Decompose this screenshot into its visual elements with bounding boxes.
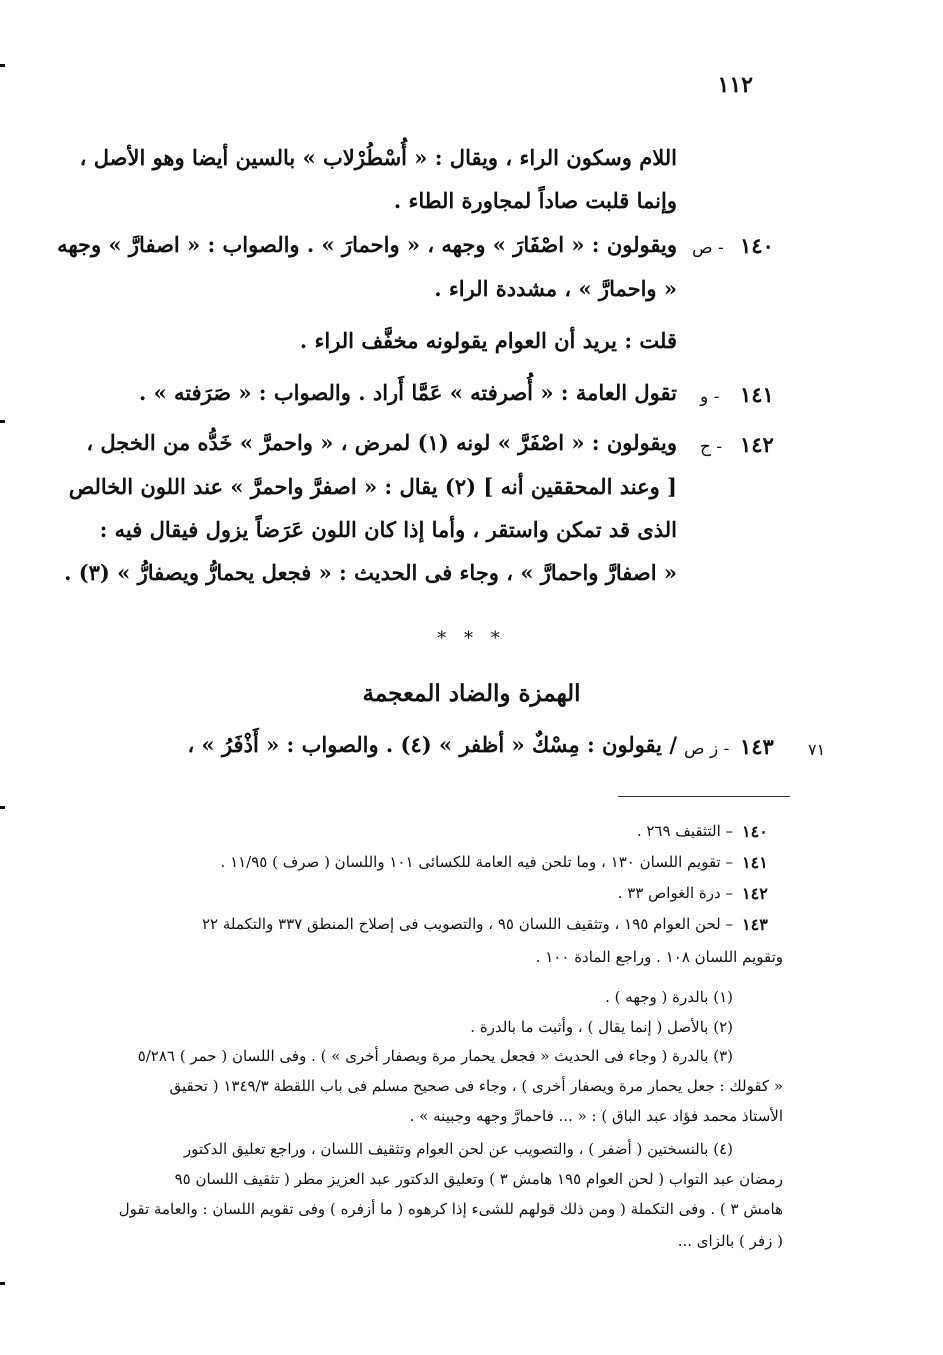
page-number: ١١٢ <box>717 72 753 98</box>
entry-number: ١٤٠ <box>740 233 774 258</box>
footnote-line: « كقولك : جعل يحمار مرة ويصفار أخرى ) ، وجاء فى صحيح مسلم فى باب اللقطة ١٣٤٩/٣ ( تحقيق <box>169 1077 783 1095</box>
footnote-line: وتقويم اللسان ١٠٨ . وراجع المادة ١٠٠ . <box>535 948 783 966</box>
scan-edge-mark <box>0 64 5 67</box>
footnote-line: (٤) بالنسختين ( أضفر ) ، والتصويب عن لحن العوام وتثقيف اللسان ، وراجع تعليق الدكتور <box>183 1140 733 1158</box>
footnote-line: – درة الغواص ٣٣ . <box>617 884 733 902</box>
entry-comment: قلت : يريد أن العوام يقولونه مخفَّف الراء . <box>299 328 677 353</box>
entry-number: ١٤١ <box>740 382 774 407</box>
footnote-number: ١٤٣ <box>742 915 768 934</box>
entry-text-line: / يقولون : مِسْكٌ « أظفر » (٤) . والصواب : « أَذْفَرُ » ، <box>187 732 677 757</box>
footnote-line: – لحن العوام ١٩٥ ، وتثقيف اللسان ٩٥ ، والتصويب فى إصلاح المنطق ٣٣٧ والتكملة ٢٢ <box>201 915 733 933</box>
footnote-line: (٢) بالأصل ( إنما يقال ) ، وأثبت ما بالدرة . <box>470 1018 733 1036</box>
section-heading: الهمزة والضاد المعجمة <box>362 680 581 707</box>
scan-edge-mark <box>0 1282 5 1285</box>
footnote-number: ١٤٠ <box>742 822 768 841</box>
entry-source: - ز ص <box>684 739 730 759</box>
footnote-line: هامش ٣ ) . وفى التكملة ( ومن ذلك قولهم للشىء إذا كرهوه ( ما أزفره ) وفى تقويم اللسان : والعامة تقول <box>118 1200 783 1218</box>
entry-text-line: ويقولون : « اصْفَرَّ » لونه (١) لمرض ، « واحمرَّ » خَدُّه من الخجل ، <box>86 430 677 455</box>
entry-source: - ص <box>692 238 724 258</box>
footnote-number: ١٤٢ <box>742 884 768 903</box>
footnote-line: الأستاذ محمد فؤاد عبد الباق ) : « ... فاحمارَّ وجهه وجبينه » . <box>409 1107 783 1125</box>
body-line: اللام وسكون الراء ، ويقال : « أُسْطُرْلاب » بالسين أيضا وهو الأصل ، <box>79 145 677 170</box>
margin-reference: ٧١ <box>808 740 826 759</box>
entry-source: - ح <box>700 437 723 457</box>
footnote-line: (١) بالدرة ( وجهه ) . <box>605 988 733 1006</box>
footnote-line: رمضان عبد التواب ( لحن العوام ١٩٥ هامش ٣ ) وتعليق الدكتور عبد العزيز مطر ( تثقيف اللسان ٩٥ <box>174 1170 783 1188</box>
entry-text-line: [ وعند المحققين أنه ] (٢) يقال : « اصفرَّ واحمرَّ » عند اللون الخالص <box>68 474 677 499</box>
body-line: وإنما قلبت صاداً لمجاورة الطاء . <box>393 188 677 213</box>
footnote-number: ١٤١ <box>742 853 768 872</box>
entry-text-line: « اصفارَّ واحمارَّ » ، وجاء فى الحديث : « فجعل يحمارُّ ويصفارُّ » (٣) . <box>64 560 677 585</box>
footnote-rule <box>618 796 790 797</box>
footnote-line: (٣) بالدرة ( وجاء فى الحديث « فجعل يحمار مرة ويصفار أخرى » ) . وفى اللسان ( حمر ) ٥/٢٨٦ <box>137 1047 733 1065</box>
footnote-line: – التثقيف ٢٦٩ . <box>636 822 733 840</box>
entry-source: - و <box>700 387 720 407</box>
entry-text-line: ويقولون : « اصْفَارَ » وجهه ، « واحمارَ » . والصواب : « اصفارَّ » وجهه <box>57 232 677 257</box>
scan-edge-mark <box>0 806 5 809</box>
entry-text-line: تقول العامة : « أُصرفته » عَمَّا أَراد . والصواب : « صَرَفته » . <box>138 380 677 405</box>
section-separator: * * * <box>437 628 506 649</box>
scan-edge-mark <box>0 420 5 423</box>
entry-number: ١٤٢ <box>740 432 774 457</box>
footnote-line: ( زفر ) بالزاى ... <box>677 1232 783 1250</box>
entry-number: ١٤٣ <box>740 734 774 759</box>
entry-text-line: الذى قد تمكن واستقر ، وأما إذا كان اللون عَرَضاً يزول فيقال فيه : <box>99 517 677 542</box>
footnote-line: – تقويم اللسان ١٣٠ ، وما تلحن فيه العامة للكسائى ١٠١ واللسان ( صرف ) ١١/٩٥ . <box>220 853 733 871</box>
entry-text-line: « واحمارَّ » ، مشددة الراء . <box>434 276 677 301</box>
